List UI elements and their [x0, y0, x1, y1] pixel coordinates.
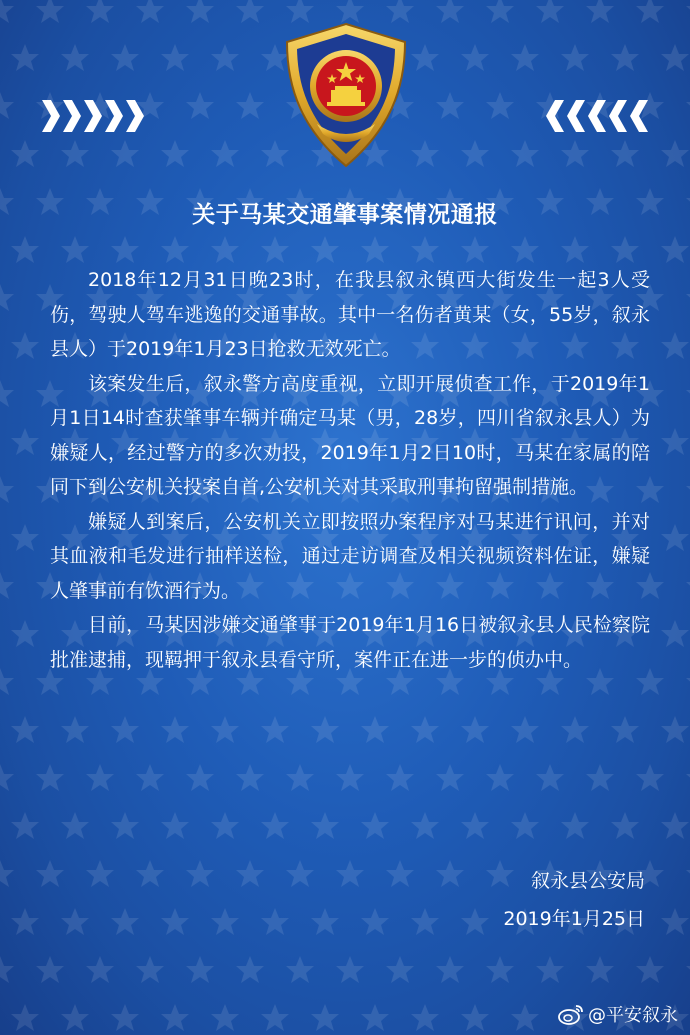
background-star — [0, 668, 14, 695]
background-star — [586, 0, 614, 23]
background-star — [311, 908, 339, 935]
background-star — [511, 1004, 539, 1031]
background-star — [61, 812, 89, 839]
background-star — [186, 92, 214, 119]
background-star — [11, 620, 39, 647]
background-star — [236, 764, 264, 791]
background-star — [511, 812, 539, 839]
weibo-icon — [558, 1003, 584, 1025]
background-star — [411, 908, 439, 935]
signature-block — [503, 862, 645, 938]
background-star — [261, 908, 289, 935]
background-star — [161, 1004, 189, 1031]
background-star — [211, 716, 239, 743]
background-star — [286, 764, 314, 791]
background-star — [136, 0, 164, 23]
background-star — [61, 1004, 89, 1031]
background-star — [11, 524, 39, 551]
background-star — [661, 620, 689, 647]
background-star — [561, 812, 589, 839]
background-star — [111, 908, 139, 935]
left-chevron-row — [42, 100, 144, 132]
background-star — [486, 0, 514, 23]
background-star — [186, 956, 214, 983]
background-star — [36, 0, 64, 23]
chevron-right-icon — [42, 100, 60, 132]
background-star — [111, 140, 139, 167]
background-star — [536, 0, 564, 23]
background-star — [261, 236, 289, 263]
background-star — [311, 716, 339, 743]
background-star — [386, 956, 414, 983]
background-star — [536, 956, 564, 983]
background-star — [0, 956, 14, 983]
background-star — [86, 0, 114, 23]
background-star — [511, 716, 539, 743]
background-star — [511, 44, 539, 71]
background-star — [236, 860, 264, 887]
background-star — [11, 236, 39, 263]
background-star — [461, 716, 489, 743]
background-star — [661, 236, 689, 263]
background-star — [186, 860, 214, 887]
background-star — [686, 572, 690, 599]
police-emblem-icon — [277, 20, 415, 170]
background-star — [311, 236, 339, 263]
background-star — [36, 956, 64, 983]
background-star — [11, 1004, 39, 1031]
background-star — [611, 236, 639, 263]
background-star — [286, 956, 314, 983]
background-star — [0, 380, 14, 407]
background-star — [661, 44, 689, 71]
background-star — [0, 476, 14, 503]
chevron-left-icon — [546, 100, 564, 132]
background-star — [36, 860, 64, 887]
background-star — [436, 956, 464, 983]
background-star — [11, 908, 39, 935]
background-star — [436, 764, 464, 791]
background-star — [636, 764, 664, 791]
background-star — [561, 140, 589, 167]
background-star — [661, 332, 689, 359]
background-star — [211, 908, 239, 935]
background-star — [361, 236, 389, 263]
background-star — [686, 956, 690, 983]
background-star — [61, 716, 89, 743]
background-star — [136, 764, 164, 791]
chevron-right-icon — [63, 100, 81, 132]
background-star — [636, 0, 664, 23]
background-star — [461, 812, 489, 839]
background-star — [311, 1004, 339, 1031]
background-star — [661, 524, 689, 551]
background-star — [161, 812, 189, 839]
background-star — [586, 956, 614, 983]
background-star — [311, 812, 339, 839]
background-star — [436, 92, 464, 119]
background-star — [86, 764, 114, 791]
background-star — [211, 140, 239, 167]
paragraph-1: 2018年12月31日晚23时，在我县叙永镇西大街发生一起3人受伤，驾驶人驾车逃逸的交通事故。其中一名伤者黄某（女，55岁，叙永县人）于2019年1月23日抢救无效死亡。 — [50, 269, 650, 360]
background-star — [661, 140, 689, 167]
background-star — [86, 956, 114, 983]
background-star — [0, 764, 14, 791]
background-star — [186, 0, 214, 23]
background-star — [411, 1004, 439, 1031]
background-star — [11, 140, 39, 167]
watermark-text: @平安叙永 — [588, 1005, 678, 1026]
background-star — [111, 1004, 139, 1031]
background-star — [461, 236, 489, 263]
background-star — [186, 764, 214, 791]
background-star — [636, 956, 664, 983]
background-star — [11, 716, 39, 743]
background-star — [61, 44, 89, 71]
background-star — [161, 140, 189, 167]
background-star — [336, 956, 364, 983]
chevron-left-icon — [588, 100, 606, 132]
notice-title: 关于马某交通肇事案情况通报 — [192, 202, 498, 228]
background-star — [561, 236, 589, 263]
background-star — [211, 44, 239, 71]
issue-date: 2019年1月25日 — [503, 908, 645, 930]
background-star — [236, 92, 264, 119]
background-star — [661, 812, 689, 839]
chevron-left-icon — [630, 100, 648, 132]
paragraph-2: 该案发生后，叙永警方高度重视，立即开展侦查工作，于2019年1月1日14时查获肇事车辆并确定马某（男，28岁，四川省叙永县人）为嫌疑人，经过警方的多次劝投，2019年1月2日10时，马某在家属的陪同下到公安机关投案自首,公安机关对其采取刑事拘留强制措施。 — [50, 372, 650, 498]
background-star — [361, 716, 389, 743]
background-star — [686, 284, 690, 311]
background-star — [661, 908, 689, 935]
background-star — [11, 812, 39, 839]
background-star — [511, 140, 539, 167]
background-star — [11, 44, 39, 71]
background-star — [611, 44, 639, 71]
background-star — [411, 44, 439, 71]
chevron-right-icon — [84, 100, 102, 132]
background-star — [211, 236, 239, 263]
background-star — [686, 380, 690, 407]
background-star — [61, 140, 89, 167]
background-star — [686, 0, 690, 23]
background-star — [411, 236, 439, 263]
background-star — [11, 428, 39, 455]
background-star — [236, 0, 264, 23]
paragraph-3: 嫌疑人到案后，公安机关立即按照办案程序对马某进行讯问，并对其血液和毛发进行抽样送检，通过走访调查及相关视频资料佐证，嫌疑人肇事前有饮酒行为。 — [50, 510, 650, 602]
weibo-watermark — [558, 1001, 678, 1027]
background-star — [136, 956, 164, 983]
background-star — [286, 860, 314, 887]
background-star — [461, 44, 489, 71]
background-star — [436, 0, 464, 23]
background-star — [0, 284, 14, 311]
background-star — [261, 716, 289, 743]
background-star — [36, 764, 64, 791]
background-star — [361, 812, 389, 839]
background-star — [336, 764, 364, 791]
background-star — [236, 956, 264, 983]
background-star — [111, 812, 139, 839]
background-star — [436, 860, 464, 887]
background-star — [686, 860, 690, 887]
background-star — [461, 1004, 489, 1031]
background-star — [611, 716, 639, 743]
background-star — [111, 236, 139, 263]
background-star — [261, 812, 289, 839]
background-star — [461, 908, 489, 935]
background-star — [536, 764, 564, 791]
background-star — [486, 956, 514, 983]
background-star — [61, 236, 89, 263]
background-star — [61, 908, 89, 935]
background-star — [361, 1004, 389, 1031]
background-star — [211, 812, 239, 839]
issuer-name: 叙永县公安局 — [530, 870, 645, 892]
background-star — [111, 44, 139, 71]
background-star — [386, 860, 414, 887]
background-star — [411, 140, 439, 167]
background-star — [0, 92, 14, 119]
background-star — [561, 44, 589, 71]
paragraph-4: 目前，马某因涉嫌交通肇事于2019年1月16日被叙永县人民检察院批准逮捕，现羁押于叙永县看守所，案件正在进一步的侦办中。 — [50, 614, 650, 671]
chevron-left-icon — [609, 100, 627, 132]
background-star — [211, 1004, 239, 1031]
background-star — [261, 1004, 289, 1031]
background-star — [686, 476, 690, 503]
background-star — [686, 668, 690, 695]
background-star — [136, 860, 164, 887]
background-star — [86, 860, 114, 887]
background-star — [411, 812, 439, 839]
chevron-right-icon — [105, 100, 123, 132]
background-star — [336, 860, 364, 887]
right-chevron-row — [546, 100, 648, 132]
notice-body — [50, 263, 650, 677]
background-star — [661, 428, 689, 455]
background-star — [11, 332, 39, 359]
background-star — [486, 764, 514, 791]
background-star — [461, 140, 489, 167]
chevron-left-icon — [567, 100, 585, 132]
background-star — [611, 140, 639, 167]
background-star — [111, 716, 139, 743]
background-star — [161, 908, 189, 935]
background-star — [611, 812, 639, 839]
background-star — [486, 92, 514, 119]
chevron-right-icon — [126, 100, 144, 132]
background-star — [686, 764, 690, 791]
background-star — [0, 860, 14, 887]
background-star — [411, 716, 439, 743]
background-star — [361, 908, 389, 935]
background-star — [161, 716, 189, 743]
background-star — [586, 764, 614, 791]
background-star — [0, 572, 14, 599]
background-star — [686, 92, 690, 119]
background-star — [161, 44, 189, 71]
background-star — [511, 236, 539, 263]
background-star — [661, 716, 689, 743]
background-star — [0, 0, 14, 23]
background-star — [561, 716, 589, 743]
background-star — [386, 764, 414, 791]
background-star — [161, 236, 189, 263]
